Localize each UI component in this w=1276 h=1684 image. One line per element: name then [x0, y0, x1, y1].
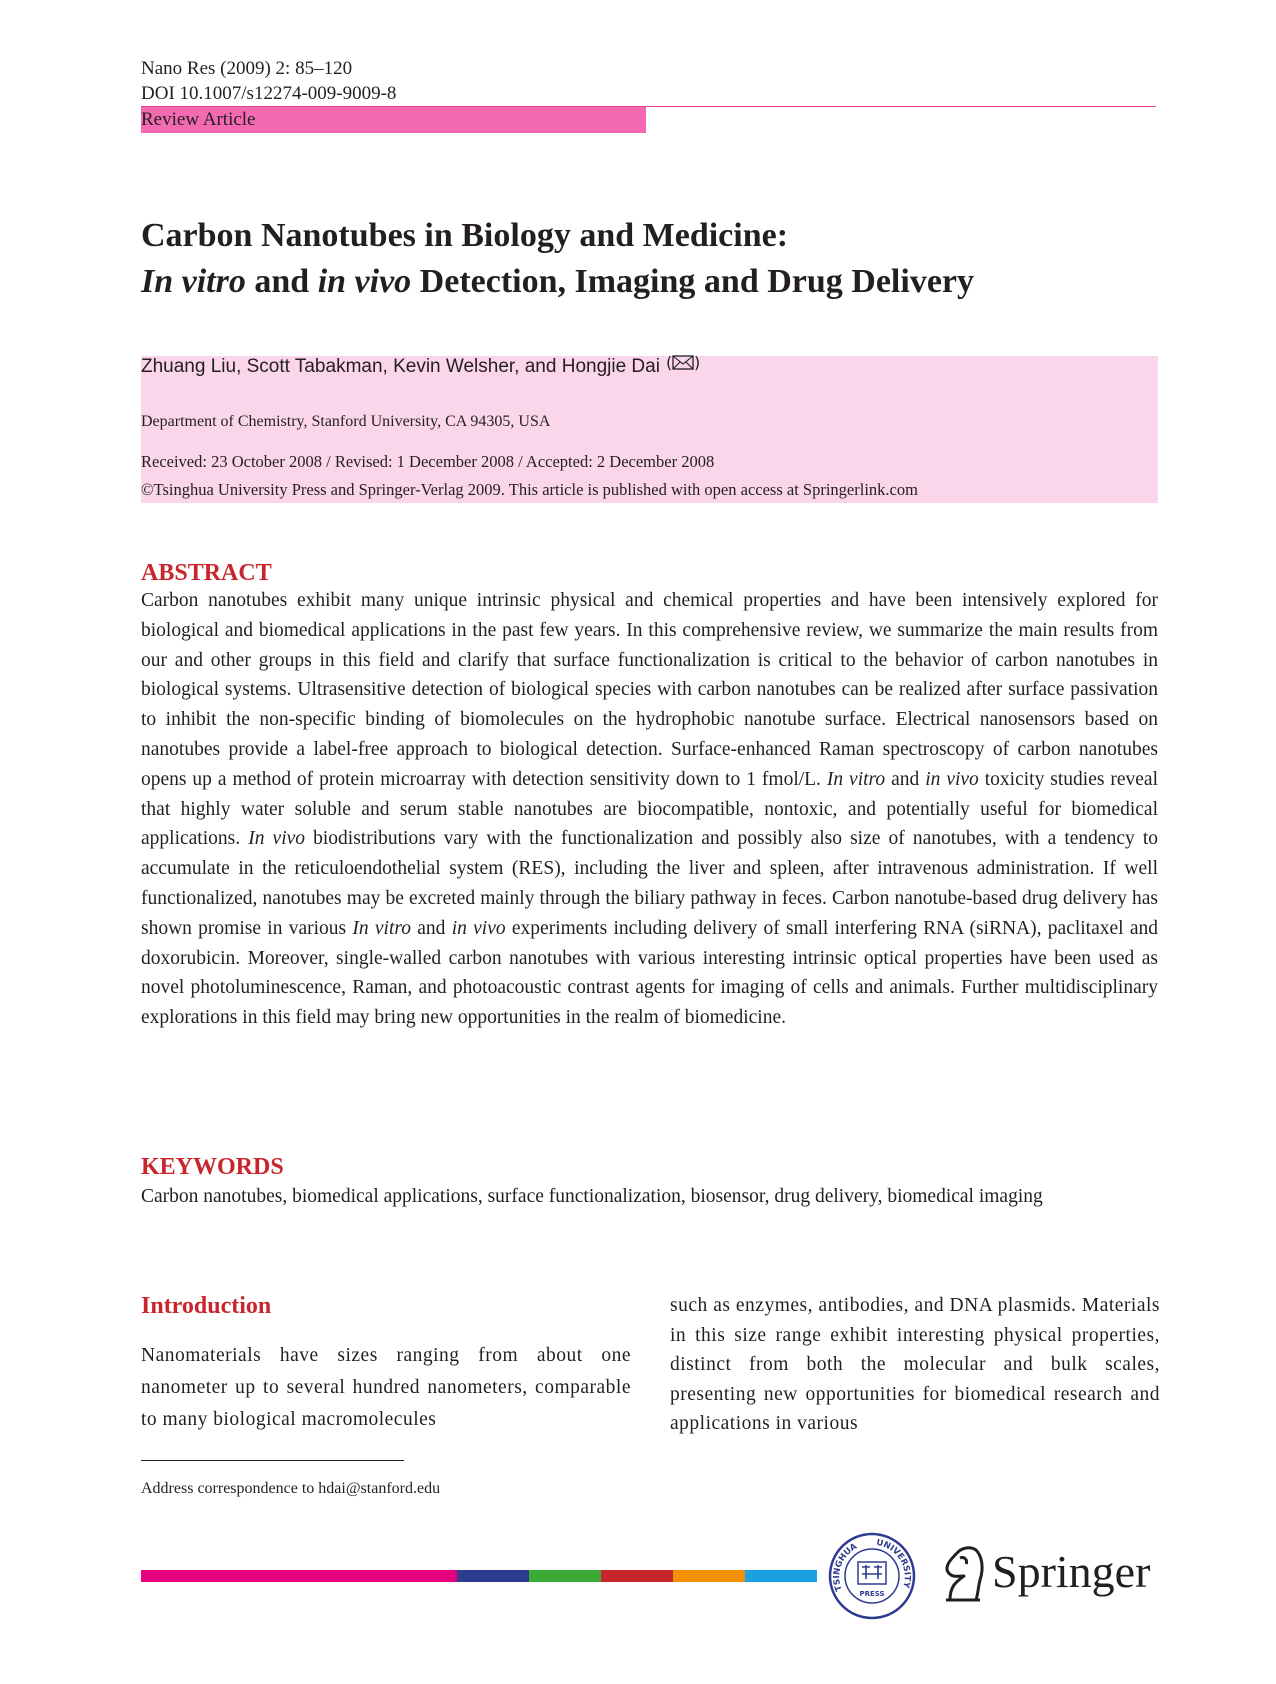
paper-title: [141, 213, 1161, 305]
authors-text: Zhuang Liu, Scott Tabakman, Kevin Welsher, and Hongjie Dai: [141, 356, 660, 378]
svg-text:PRESS: PRESS: [859, 1590, 885, 1598]
chess-knight-icon: [946, 1548, 982, 1600]
svg-text:(: (: [665, 353, 673, 372]
footnote-rule: [141, 1460, 404, 1461]
correspondence-footnote: Address correspondence to hdai@stanford.edu: [141, 1480, 441, 1497]
introduction-column-right: such as enzymes, antibodies, and DNA plasmids. Materials in this size range exhibit interesting physical properties, distinct from both the molecular and bulk scales, presenting new opportunities for biomedical research and applications in various: [670, 1295, 1160, 1434]
mail-envelope-icon[interactable]: [666, 352, 700, 382]
copyright-notice: ©Tsinghua University Press and Springer-Verlag 2009. This article is published with open access at Springerlink.com: [141, 480, 918, 499]
author-list: [141, 352, 700, 382]
springer-wordmark: Springer: [992, 1546, 1151, 1597]
svg-text:TSINGHUA: TSINGHUA: [832, 1541, 859, 1593]
introduction-heading: Introduction: [141, 1293, 272, 1319]
keywords-list: Carbon nanotubes, biomedical applications, surface functionalization, biosensor, drug delivery, biomedical imaging: [141, 1186, 1043, 1207]
color-bar-segment: [745, 1570, 817, 1582]
color-bar-segment: [141, 1570, 457, 1582]
title-line-2: In vitro and in vivo Detection, Imaging and Drug Delivery: [141, 263, 974, 300]
svg-text:): ): [693, 353, 700, 372]
color-bar-segment: [601, 1570, 673, 1582]
doi: DOI 10.1007/s12274-009-9009-8: [141, 83, 397, 104]
affiliation: Department of Chemistry, Stanford University, CA 94305, USA: [141, 413, 551, 430]
color-bar-segment: [529, 1570, 601, 1582]
title-line-1: Carbon Nanotubes in Biology and Medicine:: [141, 217, 789, 254]
article-type-label: Review Article: [141, 107, 646, 133]
tsinghua-university-press-seal: [828, 1532, 916, 1620]
keywords-heading: KEYWORDS: [141, 1154, 284, 1180]
color-bar-segment: [673, 1570, 745, 1582]
svg-text:UNIVERSITY: UNIVERSITY: [875, 1537, 912, 1589]
abstract-body: Carbon nanotubes exhibit many unique intrinsic physical and chemical properties and have been intensively explored for biological and biomedical applications in the past few years. In this comprehensive review, we summarize the main results from our and other groups in this field and clarify that surface functionalization is critical to the behavior of carbon nanotubes in biological systems. Ultrasensitive detection of biological species with carbon nanotubes can be realized after surface passivation to inhibit the non-specific binding of biomolecules on the hydrophobic nanotube surface. Electrical nanosensors based on nanotubes provide a label-free approach to biological detection. Surface-enhanced Raman spectroscopy of carbon nanotubes opens up a method of protein microarray with detection sensitivity down to 1 fmol/L. In vitro and in vivo toxicity studies reveal that highly water soluble and serum stable nanotubes are biocompatible, nontoxic, and potentially useful for biomedical applications. In vivo biodistributions vary with the functionalization and possibly also size of nanotubes, with a tendency to accumulate in the reticuloendothelial system (RES), including the liver and spleen, after intravenous administration. If well functionalized, nanotubes may be excreted mainly through the biliary pathway in feces. Carbon nanotube-based drug delivery has shown promise in various In vitro and in vivo experiments including delivery of small interfering RNA (siRNA), paclitaxel and doxorubicin. Moreover, single-walled carbon nanotubes with various interesting intrinsic optical properties have been used as novel photoluminescence, Raman, and photoacoustic contrast agents for imaging of cells and animals. Further multidisciplinary explorations in this field may bring new opportunities in the realm of biomedicine.: [141, 590, 1158, 1029]
introduction-column-left: Nanomaterials have sizes ranging from about one nanometer up to several hundred nanometers, comparable to many biological macromolecules: [141, 1345, 631, 1430]
journal-citation: Nano Res (2009) 2: 85–120: [141, 58, 353, 79]
abstract-heading: ABSTRACT: [141, 560, 272, 586]
color-bar-segment: [457, 1570, 529, 1582]
article-dates: Received: 23 October 2008 / Revised: 1 December 2008 / Accepted: 2 December 2008: [141, 452, 715, 471]
